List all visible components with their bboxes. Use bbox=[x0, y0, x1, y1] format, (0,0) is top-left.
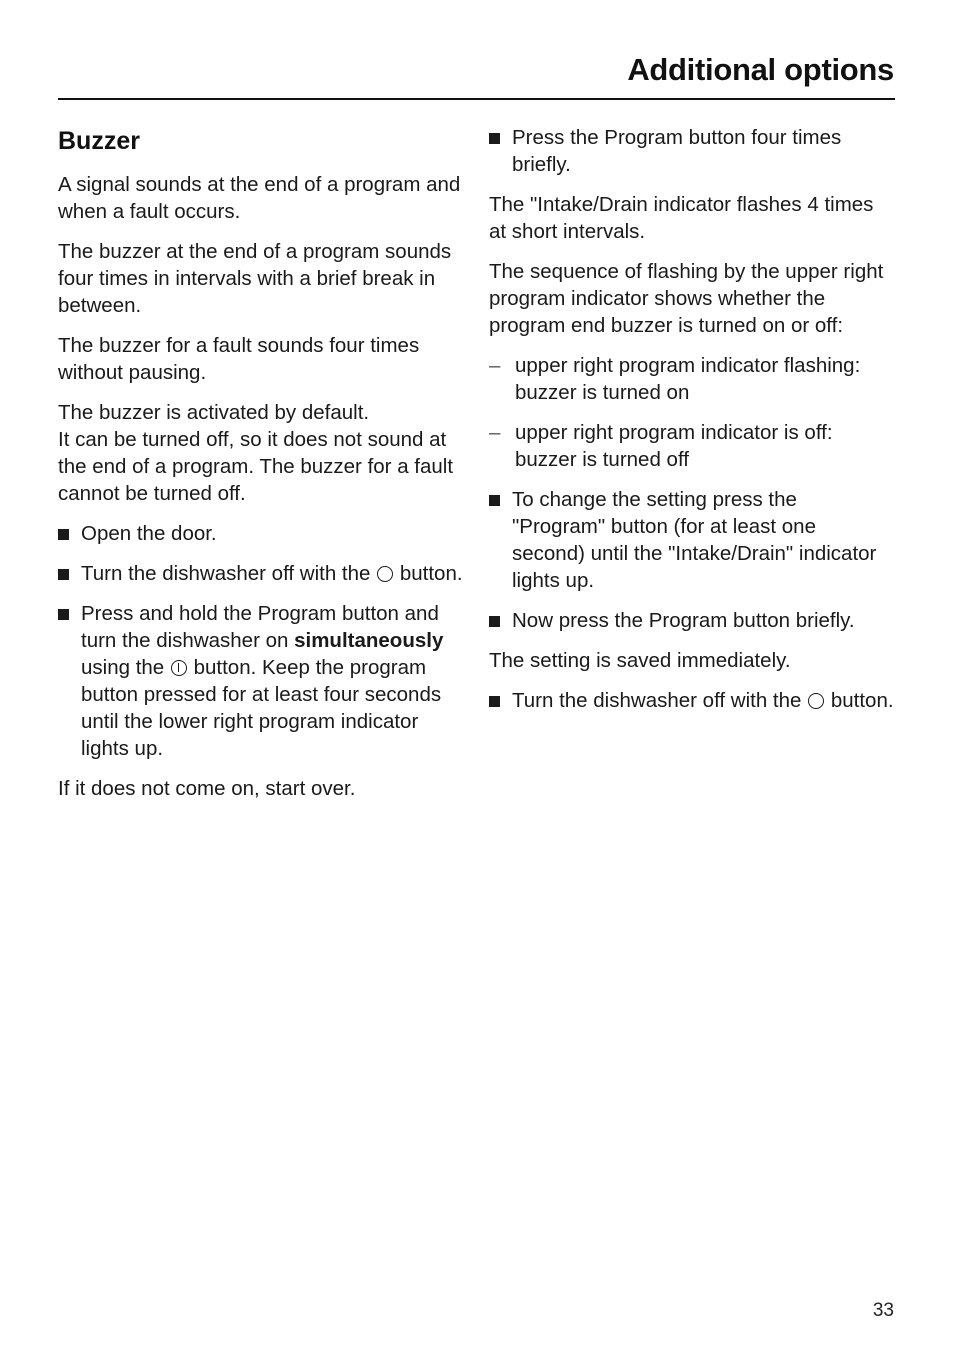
dash-list-item bbox=[489, 419, 894, 473]
step-text: Open the door. bbox=[81, 522, 217, 545]
power-off-circle-icon bbox=[808, 693, 824, 709]
section-heading: Buzzer bbox=[58, 127, 140, 155]
square-bullet-icon bbox=[489, 616, 500, 627]
paragraph: The "Intake/Drain indicator flashes 4 times at short intervals. bbox=[489, 193, 874, 243]
square-bullet-icon bbox=[58, 609, 69, 620]
paragraph: If it does not come on, start over. bbox=[58, 777, 356, 800]
step-text: Now press the Program button briefly. bbox=[512, 609, 855, 632]
step-text: Press and hold the Program button and turn the dishwasher on bbox=[81, 602, 439, 652]
instruction-step bbox=[58, 560, 463, 587]
power-on-icon bbox=[171, 660, 187, 676]
paragraph-line: The buzzer is activated by default. bbox=[58, 401, 370, 424]
instruction-step bbox=[489, 486, 894, 594]
instruction-step bbox=[489, 124, 894, 178]
instruction-step bbox=[58, 520, 463, 547]
step-text: Turn the dishwasher off with the bbox=[512, 689, 802, 712]
paragraph: The sequence of flashing by the upper right program indicator shows whether the program end buzzer is turned on or off: bbox=[489, 260, 884, 337]
square-bullet-icon bbox=[58, 569, 69, 580]
paragraph: The buzzer for a fault sounds four times without pausing. bbox=[58, 334, 420, 384]
square-bullet-icon bbox=[489, 133, 500, 144]
step-text: using the bbox=[81, 656, 165, 679]
square-bullet-icon bbox=[489, 696, 500, 707]
dash-mark: – bbox=[489, 354, 501, 377]
step-text: Turn the dishwasher off with the bbox=[81, 562, 371, 585]
dash-item-text: upper right program indicator is off: buzzer is turned off bbox=[515, 421, 833, 471]
paragraph: A signal sounds at the end of a program and when a fault occurs. bbox=[58, 173, 461, 223]
emphasis-text: simultaneously bbox=[294, 629, 444, 652]
page-title: Additional options bbox=[627, 52, 894, 87]
paragraph bbox=[58, 399, 463, 507]
paragraph: The setting is saved immediately. bbox=[489, 649, 791, 672]
paragraph: The buzzer at the end of a program sounds four times in intervals with a brief break in between. bbox=[58, 240, 452, 317]
dash-list-item bbox=[489, 352, 894, 406]
header-rule bbox=[58, 98, 895, 100]
right-column bbox=[489, 124, 894, 727]
dash-item-text: upper right program indicator flashing: buzzer is turned on bbox=[515, 354, 861, 404]
dash-mark: – bbox=[489, 421, 501, 444]
step-text: button. bbox=[399, 562, 463, 585]
step-text: Press the Program button four times briefly. bbox=[512, 126, 842, 176]
square-bullet-icon bbox=[489, 495, 500, 506]
paragraph-line: It can be turned off, so it does not sound at the end of a program. The buzzer for a fault cannot be turned off. bbox=[58, 428, 454, 505]
instruction-step bbox=[58, 600, 463, 762]
step-text: To change the setting press the "Program" button (for at least one second) until the "Intake/Drain" indicator lights up. bbox=[512, 488, 877, 592]
step-text: button. bbox=[830, 689, 894, 712]
step-text: button. Keep the program button pressed for at least four seconds until the lower right program indicator lights up. bbox=[81, 656, 442, 760]
left-column bbox=[58, 124, 463, 815]
page-number: 33 bbox=[872, 1300, 894, 1321]
instruction-step bbox=[489, 687, 894, 714]
instruction-step bbox=[489, 607, 894, 634]
power-off-circle-icon bbox=[377, 566, 393, 582]
square-bullet-icon bbox=[58, 529, 69, 540]
